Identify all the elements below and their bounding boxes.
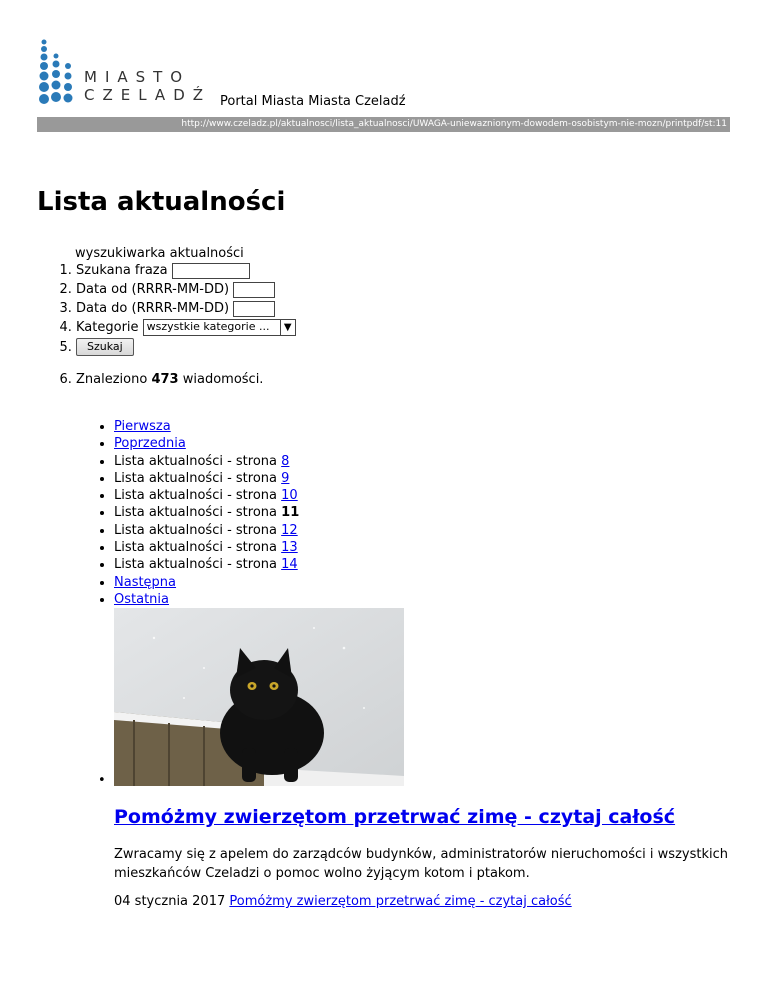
category-row xyxy=(76,319,296,338)
article-title xyxy=(114,804,675,830)
date-to-input[interactable] xyxy=(233,301,275,317)
category-select-value: wszystkie kategorie ... xyxy=(146,320,270,333)
pager-page-link[interactable]: 12 xyxy=(281,522,298,538)
pager-label: Lista aktualności - strona xyxy=(114,557,278,573)
logo-dots-icon xyxy=(38,38,82,108)
pager-item xyxy=(114,504,299,521)
pager-item xyxy=(114,418,299,435)
site-logo[interactable] xyxy=(38,38,218,108)
search-heading: wyszukiwarka aktualności xyxy=(75,246,244,261)
results-count xyxy=(76,371,296,390)
category-label: Kategorie xyxy=(76,320,139,335)
article-image[interactable] xyxy=(114,608,404,786)
date-to-row xyxy=(76,300,296,319)
article-title-link[interactable]: Pomóżmy zwierzętom przetrwać zimę - czytaj całość xyxy=(114,806,676,828)
date-from-input[interactable] xyxy=(233,282,275,298)
pager-page-link[interactable]: 14 xyxy=(281,557,298,573)
pager-item xyxy=(114,522,299,539)
date-from-label: Data od (RRRR-MM-DD) xyxy=(76,282,230,297)
phrase-row xyxy=(76,262,296,281)
pager-label: Lista aktualności - strona xyxy=(114,540,278,556)
found-prefix: Znaleziono xyxy=(76,372,148,387)
pagination xyxy=(80,418,299,608)
search-button[interactable]: Szukaj xyxy=(76,338,134,356)
url-bar: http://www.czeladz.pl/aktualnosci/lista_aktualnosci/UWAGA-uniewaznionym-dowodem-osobistym-nie-mozn/printpdf/st:11 xyxy=(37,117,730,132)
phrase-input[interactable] xyxy=(172,263,250,279)
pager-label: Lista aktualności - strona xyxy=(114,470,278,486)
submit-row xyxy=(76,338,296,357)
date-from-row xyxy=(76,281,296,300)
found-count: 473 xyxy=(151,372,179,387)
article-read-more-link[interactable]: Pomóżmy zwierzętom przetrwać zimę - czytaj całość xyxy=(229,894,572,909)
pager-item xyxy=(114,591,299,608)
pager-item xyxy=(114,435,299,452)
pager-prev-link[interactable]: Poprzednia xyxy=(114,436,186,452)
page-title: Lista aktualności xyxy=(37,187,286,217)
article-date: 04 stycznia 2017 xyxy=(114,894,226,909)
pager-item xyxy=(114,539,299,556)
pager-item xyxy=(114,487,299,504)
pager-page-link[interactable]: 13 xyxy=(281,540,298,556)
pager-page-link[interactable]: 8 xyxy=(281,453,290,469)
pager-last-link[interactable]: Ostatnia xyxy=(114,591,169,607)
pager-item xyxy=(114,453,299,470)
pager-label: Lista aktualności - strona xyxy=(114,453,278,469)
article-meta xyxy=(114,893,572,910)
pager-item xyxy=(114,556,299,573)
article-lead: Zwracamy się z apelem do zarządców budynków, administratorów nieruchomości i wszystkich mieszkańców Czeladzi o pomoc wolno żyjącym kotom i ptakom. xyxy=(114,847,728,881)
date-to-label: Data do (RRRR-MM-DD) xyxy=(76,301,230,316)
category-select[interactable] xyxy=(143,319,296,336)
logo-text-line2: CZELADŹ xyxy=(84,86,212,104)
pager-label: Lista aktualności - strona xyxy=(114,505,278,521)
pager-item xyxy=(114,470,299,487)
search-form xyxy=(40,262,296,390)
pager-page-link[interactable]: 9 xyxy=(281,470,290,486)
pager-page-link[interactable]: 10 xyxy=(281,488,298,504)
portal-title: Portal Miasta Miasta Czeladź xyxy=(220,94,406,109)
pager-next-link[interactable]: Następna xyxy=(114,574,177,590)
pager-label: Lista aktualności - strona xyxy=(114,488,278,504)
logo-text-line1: MIASTO xyxy=(84,68,191,86)
image-list-bullet: • xyxy=(98,773,106,788)
pager-current-page: 11 xyxy=(281,505,300,521)
found-suffix: wiadomości. xyxy=(182,372,264,387)
cat-photo-image xyxy=(114,608,404,786)
dropdown-arrow-icon: ▼ xyxy=(280,320,295,335)
pager-first-link[interactable]: Pierwsza xyxy=(114,419,171,434)
pager-label: Lista aktualności - strona xyxy=(114,522,278,538)
pager-item xyxy=(114,574,299,591)
phrase-label: Szukana fraza xyxy=(76,263,168,278)
